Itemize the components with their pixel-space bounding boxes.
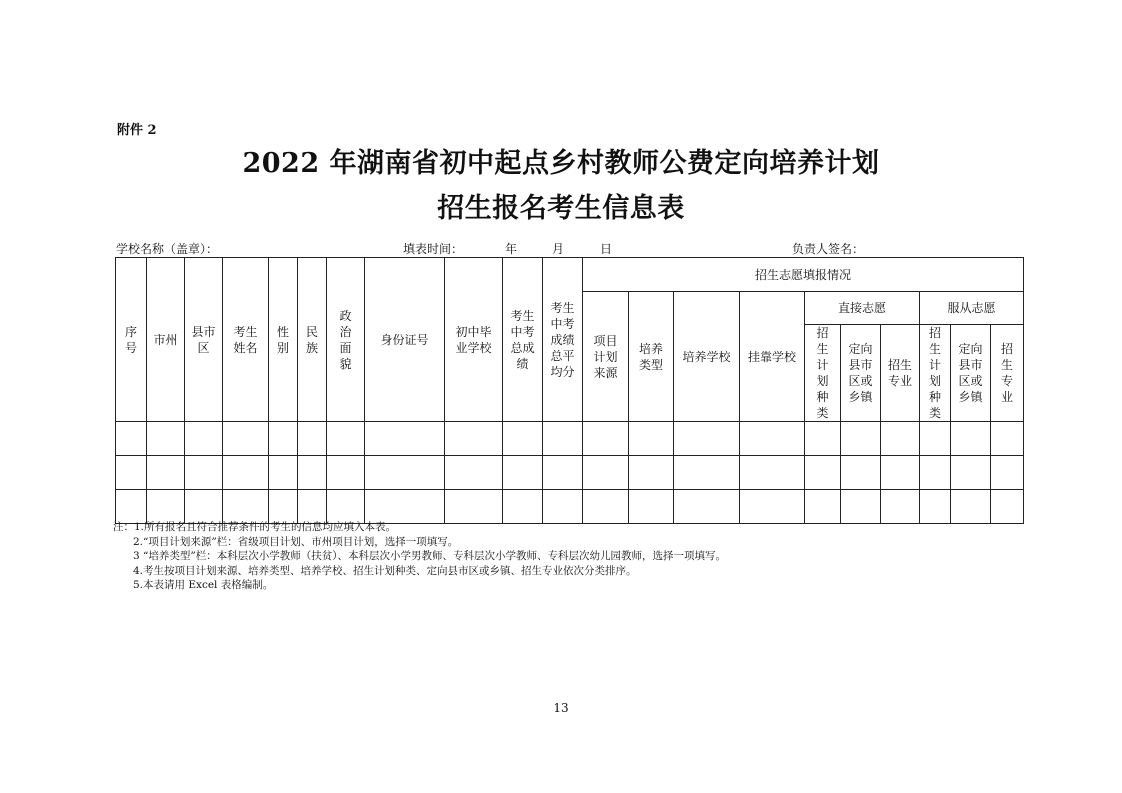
header-gender: 性别 xyxy=(269,258,298,422)
notes xyxy=(113,520,726,593)
meta-year: 年 xyxy=(505,242,518,256)
meta-signer: 负责人签名： xyxy=(792,242,865,256)
header-direct: 直接志愿 xyxy=(805,292,920,325)
title-line-2: 招生报名考生信息表 xyxy=(437,193,685,224)
note-5: 5.本表请用 Excel 表格编制。 xyxy=(133,579,274,591)
meta-school: 学校名称（盖章）： xyxy=(116,242,219,256)
table-row xyxy=(116,422,1024,456)
page-number: 13 xyxy=(553,701,569,715)
header-wish: 招生志愿填报情况 xyxy=(583,258,1024,292)
attachment-label: 附件 2 xyxy=(117,123,157,138)
meta-day: 日 xyxy=(600,242,613,256)
header-school: 初中毕业学校 xyxy=(445,258,503,422)
note-3: 3 “培养类型”栏：本科层次小学教师（扶贫）、本科层次小学男教师、专科层次小学教师、专科层次幼儿园教师，选择一项填写。 xyxy=(133,550,727,562)
header-seq: 序号 xyxy=(116,258,147,422)
meta-month: 月 xyxy=(552,242,565,256)
header-major: 招生专业 xyxy=(881,325,920,422)
header-obey: 服从志愿 xyxy=(920,292,1024,325)
header-county: 县市区 xyxy=(185,258,223,422)
meta-fill-time: 填表时间： xyxy=(403,242,464,256)
header-target-area: 定向县市区或乡镇 xyxy=(841,325,881,422)
header-target-area-2: 定向县市区或乡镇 xyxy=(951,325,991,422)
table-row xyxy=(116,456,1024,490)
header-political: 政治面貌 xyxy=(327,258,365,422)
header-ethnic: 民族 xyxy=(298,258,327,422)
table-row xyxy=(116,490,1024,524)
header-source: 项目计划来源 xyxy=(583,292,629,422)
registration-table xyxy=(115,257,1024,524)
note-2: 2.“项目计划来源”栏：省级项目计划、市州项目计划，选择一项填写。 xyxy=(133,535,459,548)
header-total: 考生中考总成绩 xyxy=(503,258,543,422)
note-1: 注：1.所有报名且符合推荐条件的考生的信息均应填入本表。 xyxy=(113,521,397,533)
header-city: 市州 xyxy=(147,258,185,422)
header-plan-kind-2: 招生计划种类 xyxy=(920,325,951,422)
header-major-2: 招生专业 xyxy=(991,325,1024,422)
header-name: 考生姓名 xyxy=(223,258,269,422)
title-line-1: 2022 年湖南省初中起点乡村教师公费定向培养计划 xyxy=(242,148,880,179)
header-train-school: 培养学校 xyxy=(674,292,740,422)
header-avg: 考生中考成绩总平均分 xyxy=(543,258,583,422)
header-id: 身份证号 xyxy=(365,258,445,422)
header-train-type: 培养类型 xyxy=(629,292,674,422)
note-4: 4.考生按项目计划来源、培养类型、培养学校、招生计划种类、定向县市区或乡镇、招生专业依次分类排序。 xyxy=(133,564,637,577)
header-affil-school: 挂靠学校 xyxy=(740,292,805,422)
header-plan-kind: 招生计划种类 xyxy=(805,325,841,422)
